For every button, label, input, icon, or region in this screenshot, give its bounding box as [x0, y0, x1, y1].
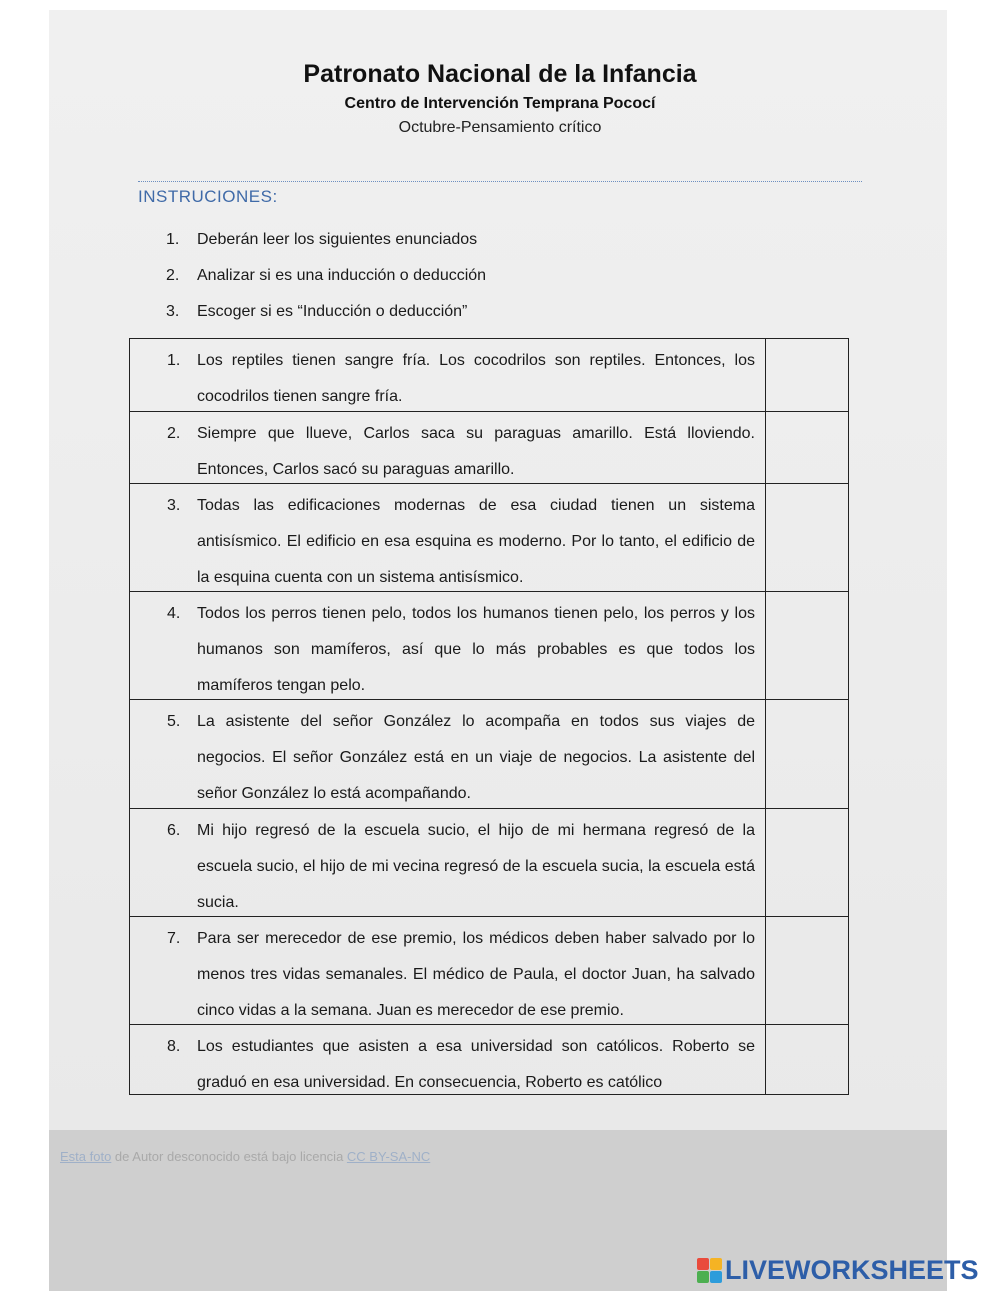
answer-cell[interactable]	[765, 917, 848, 1024]
table-row	[130, 592, 848, 700]
statement-number: 6.	[167, 822, 181, 839]
statement-text: Todas las edificaciones modernas de esa ciudad tienen un sistema antisísmico. El edificio en esa esquina es moderno. Por lo tanto, el edificio de la esquina cuenta con un sistema antisísmico.	[197, 497, 755, 586]
logo-square	[697, 1271, 709, 1283]
table-row	[130, 917, 848, 1025]
statement-number: 4.	[167, 605, 181, 622]
table-row	[130, 700, 848, 809]
statement-text: Los estudiantes que asisten a esa universidad son católicos. Roberto se graduó en esa universidad. En consecuencia, Roberto es católico	[197, 1038, 755, 1091]
statements-table	[129, 338, 849, 1095]
credit-license-link[interactable]: CC BY-SA-NC	[346, 1149, 431, 1164]
instruction-text: Escoger si es “Inducción o deducción”	[197, 303, 468, 320]
instruction-text: Analizar si es una inducción o deducción	[197, 267, 487, 284]
statement-text: Los reptiles tienen sangre fría. Los cocodrilos son reptiles. Entonces, los cocodrilos tienen sangre fría.	[197, 352, 755, 405]
logo-square	[710, 1271, 722, 1283]
table-row	[130, 484, 848, 592]
credit-text: de Autor desconocido está bajo licencia	[111, 1149, 347, 1164]
statement-number: 1.	[167, 352, 181, 369]
statement-number: 3.	[167, 497, 181, 514]
instruction-number: 3.	[166, 303, 180, 320]
statement-number: 7.	[167, 930, 181, 947]
statement-number: 8.	[167, 1038, 181, 1055]
logo-text: LIVEWORKSHEETS	[725, 1254, 979, 1285]
logo-square	[697, 1258, 709, 1270]
statement-text: Siempre que llueve, Carlos saca su paraguas amarillo. Está lloviendo. Entonces, Carlos sacó su paraguas amarillo.	[197, 425, 755, 478]
answer-cell[interactable]	[765, 700, 848, 808]
image-credit	[60, 1149, 430, 1164]
instructions-heading: INSTRUCIONES:	[138, 187, 278, 206]
statement-text: Para ser merecedor de ese premio, los médicos deben haber salvado por lo menos tres vidas semanales. El médico de Paula, el doctor Juan, ha salvado cinco vidas a la semana. Juan es merecedor de ese premio.	[197, 930, 755, 1019]
statement-text: Mi hijo regresó de la escuela sucio, el hijo de mi hermana regresó de la escuela sucio, el hijo de mi vecina regresó de la escuela sucia, la escuela está sucia.	[197, 822, 755, 911]
statement-number: 5.	[167, 713, 181, 730]
instruction-item	[166, 231, 477, 249]
instruction-item	[166, 267, 486, 285]
statement-text: La asistente del señor González lo acompaña en todos sus viajes de negocios. El señor González está en un viaje de negocios. La asistente del señor González lo está acompañando.	[197, 713, 755, 802]
answer-cell[interactable]	[765, 412, 848, 483]
instruction-number: 1.	[166, 231, 180, 248]
instruction-number: 2.	[166, 267, 180, 284]
table-row	[130, 809, 848, 917]
credit-photo-link[interactable]: Esta foto	[60, 1149, 112, 1164]
answer-cell[interactable]	[765, 592, 848, 699]
logo-mark-icon	[697, 1258, 722, 1283]
answer-cell[interactable]	[765, 1025, 848, 1094]
answer-cell[interactable]	[765, 484, 848, 591]
answer-cell[interactable]	[765, 339, 848, 411]
instruction-text: Deberán leer los siguientes enunciados	[197, 231, 478, 248]
divider	[138, 181, 862, 182]
table-row	[130, 1025, 848, 1094]
answer-cell[interactable]	[765, 809, 848, 916]
statement-text: Todos los perros tienen pelo, todos los humanos tienen pelo, los perros y los humanos son mamíferos, así que lo más probables es que todos los mamíferos tengan pelo.	[197, 605, 755, 694]
statement-number: 2.	[167, 425, 181, 442]
table-row	[130, 412, 848, 484]
logo-square	[710, 1258, 722, 1270]
page-subtitle: Centro de Intervención Temprana Pococí	[344, 95, 656, 112]
liveworksheets-logo[interactable]	[697, 1255, 979, 1285]
instruction-item	[166, 303, 467, 321]
table-row	[130, 339, 848, 412]
page-title: Patronato Nacional de la Infancia	[303, 60, 697, 88]
page-subtitle-secondary: Octubre-Pensamiento crítico	[398, 119, 602, 136]
